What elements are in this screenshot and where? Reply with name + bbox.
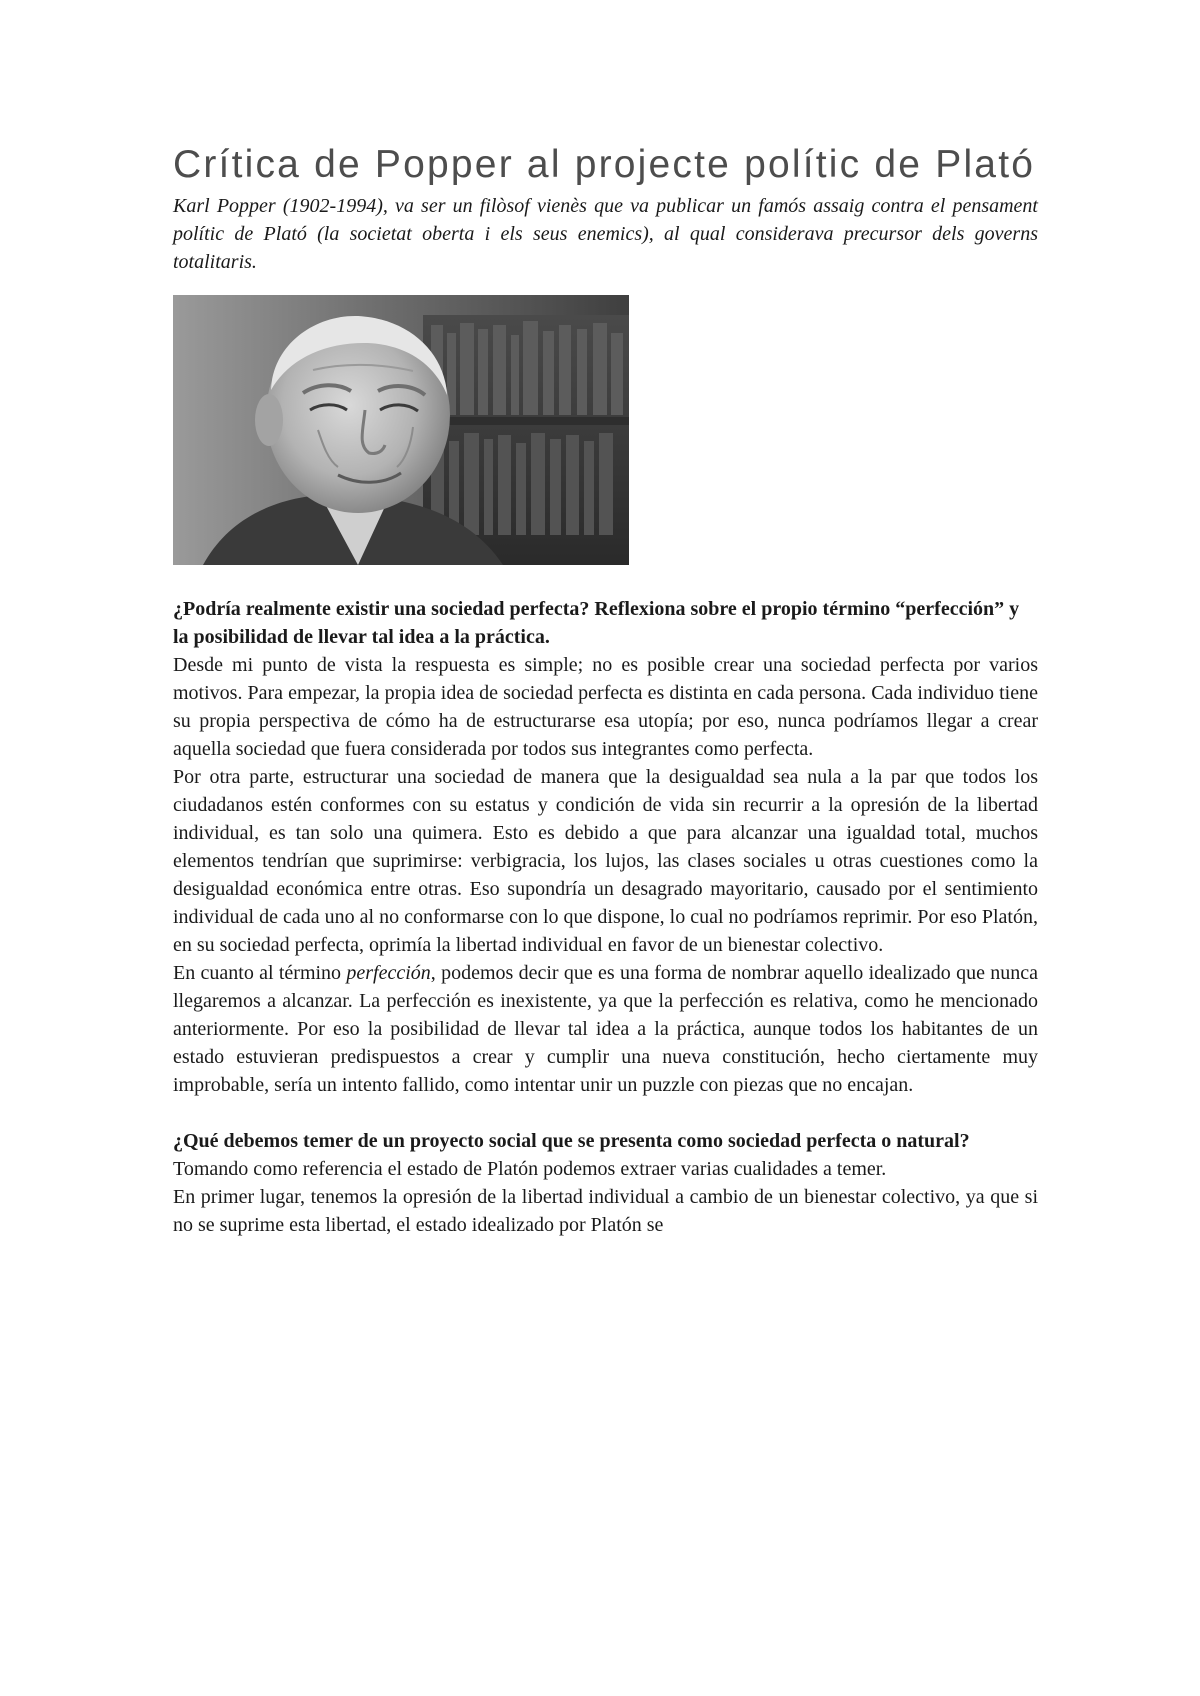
answer-paragraph-5: En primer lugar, tenemos la opresión de la libertad individual a cambio de un bienestar colectivo, ya que si no se suprime esta libertad, el estado idealizado por Platón se xyxy=(173,1186,1038,1236)
emphasized-term: perfección xyxy=(346,962,431,984)
intro-paragraph: Karl Popper (1902-1994), va ser un filòsof vienès que va publicar un famós assaig contra el pensament polític de Plató (la societat oberta i els seus enemics), al qual considerava precursor dels governs totalitaris. xyxy=(173,195,1038,273)
answer-paragraph-2: Por otra parte, estructurar una sociedad de manera que la desigualdad sea nula a la par que todos los ciudadanos estén conformes con su estatus y condición de vida sin recurrir a la opresión de la libertad individual, es tan solo una quimera. Esto es debido a que para alcanzar una igualdad total, muchos elementos tendrían que suprimirse: verbigracia, los lujos, las clases sociales u otras cuestiones como la desigualdad económica entre otras. Eso supondría un desagrado mayoritario, causado por el sentimiento individual de cada uno al no conformarse con lo que dispone, lo cual no podríamos reprimir. Por eso Platón, en su sociedad perfecta, oprimía la libertad individual en favor de un bienestar colectivo. xyxy=(173,766,1038,956)
document-page xyxy=(173,140,1038,1239)
paragraph-3-start: En cuanto al término xyxy=(173,962,347,984)
question-heading-2: ¿Qué debemos temer de un proyecto social que se presenta como sociedad perfecta o natural? xyxy=(173,1130,970,1152)
answer-paragraph-3 xyxy=(173,959,1038,1099)
answer-paragraph-1: Desde mi punto de vista la respuesta es simple; no es posible crear una sociedad perfecta por varios motivos. Para empezar, la propia idea de sociedad perfecta es distinta en cada persona. Cada individuo tiene su propia perspectiva de cómo ha de estructurarse esa utopía; por eso, nunca podríamos llegar a crear aquella sociedad que fuera considerada por todos sus integrantes como perfecta. xyxy=(173,654,1038,760)
page-title: Crítica de Popper al projecte polític de Plató xyxy=(173,143,1036,186)
paragraph-3-rest: , podemos decir que es una forma de nombrar aquello idealizado que nunca llegaremos a alcanzar. La perfección es inexistente, ya que la perfección es relativa, como he mencionado anteriormente. Por eso la posibilidad de llevar tal idea a la práctica, aunque todos los habitantes de un estado estuvieran predispuestos a crear y cumplir una nueva constitución, hecho ciertamente muy improbable, sería un intento fallido, como intentar unir un puzzle con piezas que no encajan. xyxy=(173,962,1038,1096)
question-heading-1: ¿Podría realmente existir una sociedad perfecta? Reflexiona sobre el propio término “perfección” y la posibilidad de llevar tal idea a la práctica. xyxy=(173,598,1020,648)
answer-paragraph-4: Tomando como referencia el estado de Platón podemos extraer varias cualidades a temer. xyxy=(173,1158,887,1180)
portrait-photo xyxy=(173,295,629,565)
